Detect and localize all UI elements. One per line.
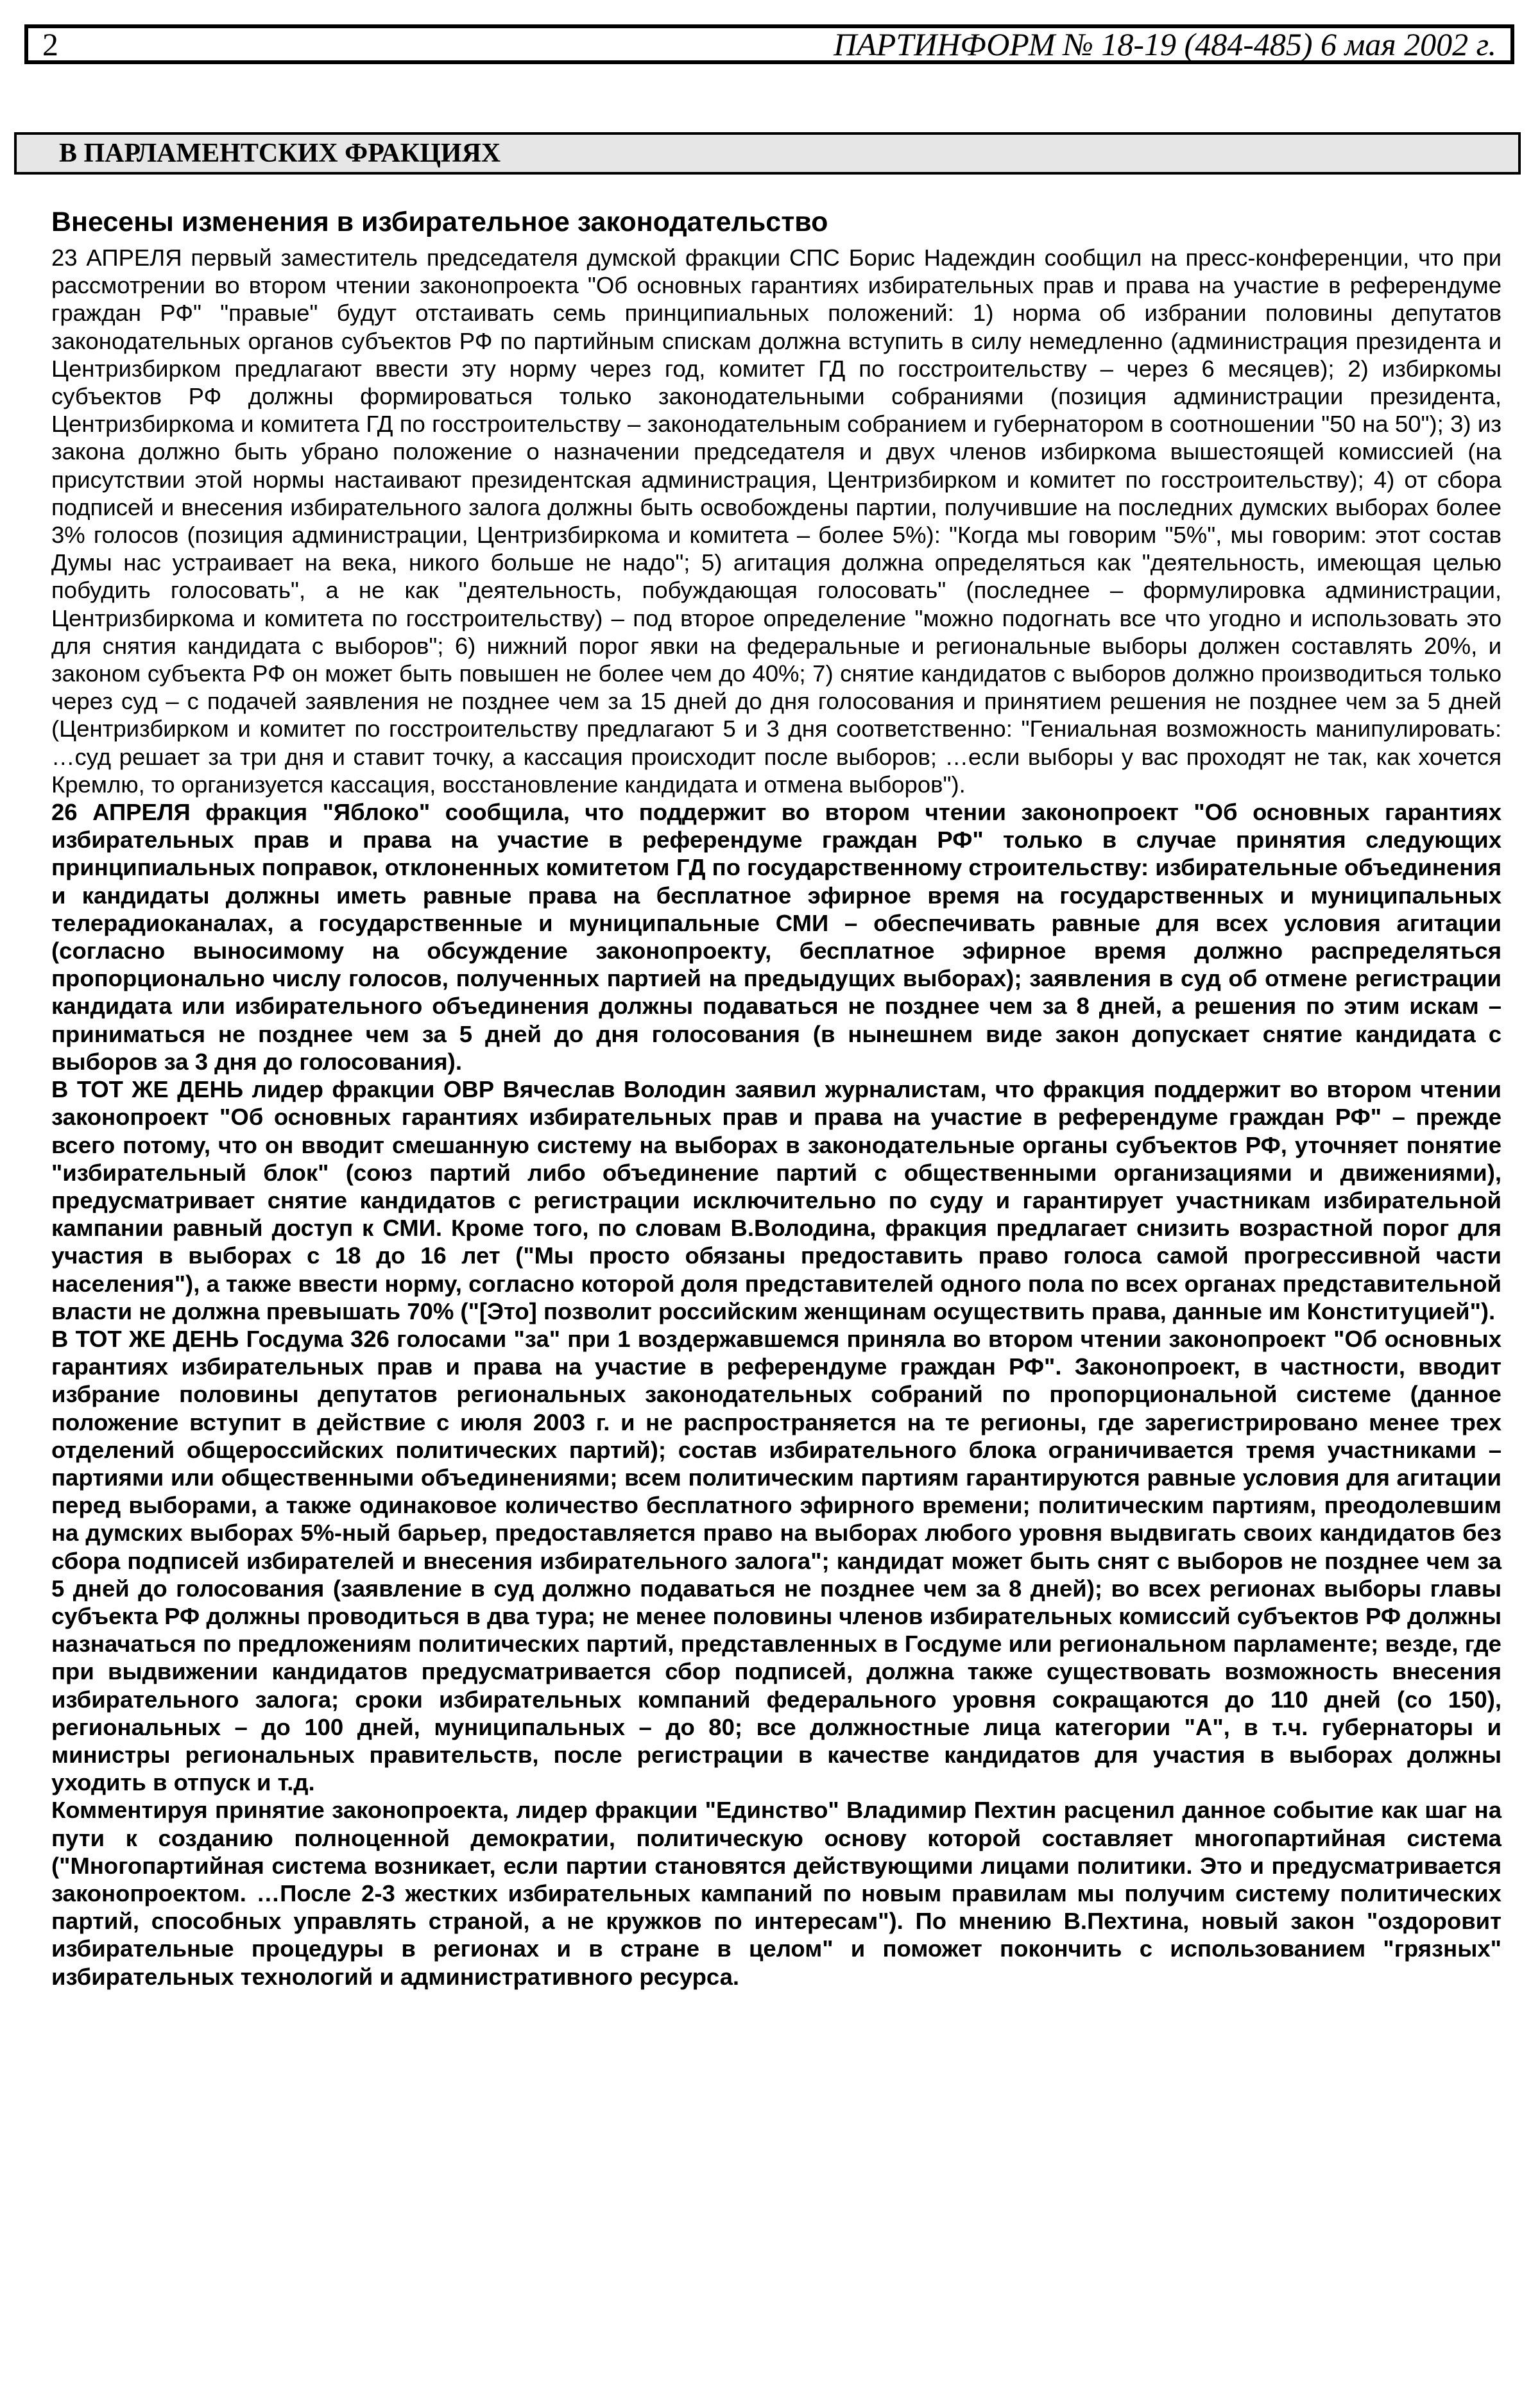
page-header — [24, 24, 1514, 64]
article — [51, 205, 1502, 1991]
paragraph-text: Госдума 326 голосами "за" при 1 воздержавшемся приняла во втором чтении законопроект "Об основных гарантиях избирательных прав и права на участие в референдуме граждан РФ". Законопроект, в частности, вводит избрание половины депутатов региональных законодательных собраний по пропорциональной системе (данное положение вступит в действие с июля 2003 г. и не распространяется на те регионы, где зарегистрировано менее трех отделений общероссийских политических партий); состав избирательного блока ограничивается тремя участниками – партиями или общественными объединениями; всем политическим партиям гарантируются равные условия для агитации перед выборами, а также одинаковое количество бесплатного эфирного времени; политическим партиям, преодолевшим на думских выборах 5%-ный барьер, предоставляется право на выборах любого уровня выдвигать своих кандидатов без сбора подписей избирателей и внесения избирательного залога"; кандидат может быть снят с выборов не позднее чем за 5 дней до голосования (заявление в суд должно подаваться не позднее чем за 8 дней); во всех регионах выборы главы субъекта РФ должны проводиться в два тура; не менее половины членов избирательных комиссий субъектов РФ должны назначаться по предложениям политических партий, представленных в Госдуме или региональном парламенте; везде, где при выдвижении кандидатов предусматривается сбор подписей, должна также существовать возможность внесения избирательного залога; сроки избирательных компаний федерального уровня сокращаются до 110 дней (со 150), региональных – до 100 дней, муниципальных – до 80; все должностные лица категории "А", в т.ч. губернаторы и министры региональных правительств, после регистрации в качестве кандидатов для участия в выборах должны уходить в отпуск и т.д. — [51, 1325, 1502, 1796]
article-title: Внесены изменения в избирательное законодательство — [51, 207, 828, 237]
paragraph-lead: 23 АПРЕЛЯ — [51, 244, 182, 271]
paragraph-text: фракция "Яблоко" сообщила, что поддержит во втором чтении законопроект "Об основных гарантиях избирательных прав и права на участие в референдуме граждан РФ" только в случае принятия следующих принципиальных поправок, отклоненных комитетом ГД по государственному строительству: избирательные объединения и кандидаты должны иметь равные права на бесплатное эфирное время на государственных и муниципальных телерадиоканалах, а государственные и муниципальные СМИ – обеспечивать равные для всех условия агитации (согласно выносимому на обсуждение законопроекту, бесплатное эфирное время должно распределяться пропорционально числу голосов, полученных партией на предыдущих выборах); заявления в суд об отмене регистрации кандидата или избирательного объединения должны подаваться не позднее чем за 8 дней, а решения по этим искам – приниматься не позднее чем за 5 дней до дня голосования (в нынешнем виде закон допускает снятие кандидата с выборов за 3 дня до голосования). — [51, 799, 1502, 1075]
section-heading — [14, 132, 1521, 175]
page-number: 2 — [42, 26, 58, 62]
article-paragraph — [51, 798, 1502, 1075]
paragraph-lead: В ТОТ ЖЕ ДЕНЬ — [51, 1325, 239, 1352]
paragraph-text: Комментируя принятие законопроекта, лидер фракции "Единство" Владимир Пехтин расценил данное событие как шаг на пути к созданию полноценной демократии, политическую основу которой составляет многопартийная система ("Многопартийная система возникает, если партии становятся действующими лицами политики. Это и предусматривается законопроектом. …После 2-3 жестких избирательных кампаний по новым правилам мы получим систему политических партий, способных управлять страной, а не кружков по интересам"). По мнению В.Пехтина, новый закон "оздоровит избирательные процедуры в регионах и в стране в целом" и поможет покончить с использованием "грязных" избирательных технологий и административного ресурса. — [51, 1797, 1502, 1990]
section-title: В ПАРЛАМЕНТСКИХ ФРАКЦИЯХ — [59, 139, 501, 168]
paragraph-text: лидер фракции ОВР Вячеслав Володин заявил журналистам, что фракция поддержит во втором чтении законопроект "Об основных гарантиях избирательных прав и права на участие в референдуме граждан РФ" – прежде всего потому, что он вводит смешанную систему на выборах в законодательные органы субъектов РФ, уточняет понятие "избирательный блок" (союз партий либо объединение партий с общественными организациями и движениями), предусматривает снятие кандидатов с регистрации исключительно по суду и гарантирует участникам избирательной кампании равный доступ к СМИ. Кроме того, по словам В.Володина, фракция предлагает снизить возрастной порог для участия в выборах с 18 до 16 лет ("Мы просто обязаны предоставить право голоса самой прогрессивной части населения"), а также ввести норму, согласно которой доля представителей одного пола по всех органах представительной власти не должна превышать 70% ("[Это] позволит российским женщинам осуществить права, данные им Конституцией"). — [51, 1076, 1502, 1324]
issue-info: ПАРТИНФОРМ № 18-19 (484-485) 6 мая 2002 г. — [834, 26, 1496, 62]
paragraph-text: первый заместитель председателя думской фракции СПС Борис Надеждин сообщил на пресс-конференции, что при рассмотрении во втором чтении законопроекта "Об основных гарантиях избирательных прав и права на участие в референдуме граждан РФ" "правые" будут отстаивать семь принципиальных положений: 1) норма об избрании половины депутатов законодательных органов субъектов РФ по партийным спискам должна вступить в силу немедленно (администрация президента и Центризбирком предлагают ввести эту норму через год, комитет ГД по госстроительству – через 6 месяцев); 2) избиркомы субъектов РФ должны формироваться только законодательными собраниями (позиция администрации президента, Центризбиркома и комитета ГД по госстроительству – законодательным собранием и губернатором в соотношении "50 на 50"); 3) из закона должно быть убрано положение о назначении председателя и двух членов избиркома вышестоящей комиссией (на присутствии этой нормы настаивают президентская администрация, Центризбирком и комитет по госстроительству); 4) от сбора подписей и внесения избирательного залога должны быть освобождены партии, получившие на последних думских выборах более 3% голосов (позиция администрации, Центризбиркома и комитета – более 5%): "Когда мы говорим "5%", мы говорим: этот состав Думы нас устраивает на века, никого больше не надо"; 5) агитация должна определяться как "деятельность, имеющая целью побудить голосовать", а не как "деятельность, побуждающая голосовать" (последнее – формулировка администрации, Центризбиркома и комитета по госстроительству) – под второе определение "можно подогнать все что угодно и использовать это для снятия кандидата с выборов"; 6) нижний порог явки на федеральные и региональные выборы должен составлять 20%, и законом субъекта РФ он может быть повышен не более чем до 40%; 7) снятие кандидатов с выборов должно производиться только через суд – с подачей заявления не позднее чем за 15 дней до дня голосования и принятием решения не позднее чем за 5 дней (Центризбирком и комитет по госстроительству предлагают 5 и 3 дня соответственно: "Гениальная возможность манипулировать: …суд решает за три дня и ставит точку, а кассация происходит после выборов; …если выборы у вас проходят не так, как хочется Кремлю, то организуется кассация, восстановление кандидата и отмена выборов"). — [51, 244, 1502, 798]
article-paragraph — [51, 244, 1502, 798]
article-paragraph — [51, 1075, 1502, 1325]
paragraph-lead: 26 АПРЕЛЯ — [51, 799, 191, 826]
article-paragraph — [51, 1796, 1502, 1990]
paragraph-lead: В ТОТ ЖЕ ДЕНЬ — [51, 1076, 244, 1103]
article-paragraph — [51, 1325, 1502, 1796]
